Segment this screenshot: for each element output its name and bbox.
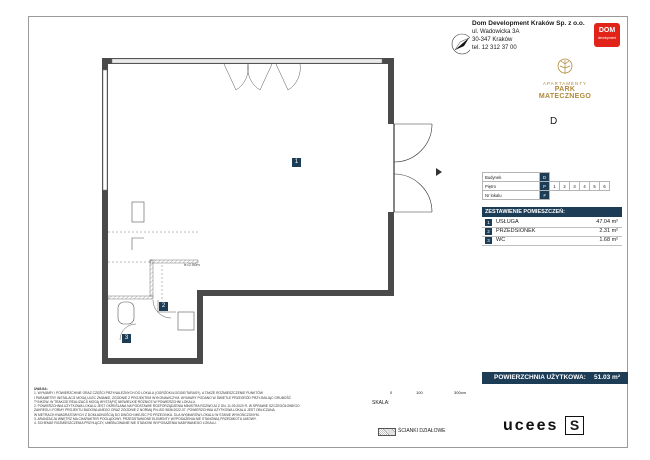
company-name: Dom Development Kraków Sp. z o.o. bbox=[472, 20, 585, 27]
entrance-door bbox=[394, 124, 432, 212]
notes-line: ZAKRESU I FORMY PROJEKTU BUDOWLANEGO ORAZ ZGODNIE Z NORMĄ PN-ISO 9836:2022-07. POWIERZCHNIA UŻYTKOWA LOKALU JEST OBLICZANA bbox=[34, 408, 275, 413]
legend-hatch-swatch bbox=[378, 428, 396, 436]
room-tag-2: 2 bbox=[159, 302, 168, 311]
row-unit-no: Nr lokalu # bbox=[483, 191, 610, 200]
legend-label: ŚCIANKI DZIAŁOWE bbox=[398, 428, 446, 434]
sink-fixture bbox=[132, 202, 144, 222]
notes-line: 1. WYMIARY I POWIERZCHNIE ORAZ CZĘŚCI PRZYNALEŻNYCH DO LOKALU (OGRÓDKI/LOGGIE/TARASY), A TAKŻE ROZMIESZCZENIE PUNKTÓW bbox=[34, 391, 264, 396]
notes-line: W METRACH KWADRATOWYCH Z DOKŁADNOŚCIĄ DO DWÓCH MIEJSC PO PRZECINKU. DLA WYMIARÓW LOKALU W STANIE WYKOŃCZONYM. bbox=[34, 412, 260, 417]
notes-line: I PARAMETRY INSTALACJI MOGĄ ULEC ZMIANIE, ZGODNIE Z PROJEKTEM WYKONAWCZYM. WYMIARY PODANO W ŚWIETLE PRZEGRÓD PRZYJMUJĄC GRUBOŚĆ bbox=[34, 395, 292, 400]
partition-wc-top bbox=[108, 296, 153, 299]
total-label: POWIERZCHNIA UŻYTKOWA: bbox=[494, 374, 586, 381]
brand-tree-icon bbox=[555, 58, 575, 76]
notes-heading: UWAGA: bbox=[34, 387, 48, 391]
notes-block bbox=[34, 387, 362, 426]
wall-right-upper bbox=[388, 58, 394, 124]
company-phone: tel. 12 312 37 00 bbox=[472, 45, 517, 51]
company-city: 30-347 Kraków bbox=[472, 37, 513, 43]
toilet-icon bbox=[118, 302, 134, 324]
partition-wc-side bbox=[150, 260, 153, 296]
scale-tick: 0 bbox=[390, 390, 393, 395]
window-sashes bbox=[224, 64, 300, 90]
compass-icon bbox=[452, 34, 470, 54]
total-area-bar bbox=[482, 372, 628, 384]
notes-line: 2. POWIERZCHNIA UŻYTKOWA LOKALU JEST OKREŚLANA NA PODSTAWIE ROZPORZĄDZENIA MINISTRA ROZWOJU Z DN. 11.09.2020 R. W SPRAWIE SZCZEGÓŁOWEGO bbox=[34, 404, 300, 409]
wall-step bbox=[200, 290, 394, 296]
room-row: 3 WC 1.68 m² bbox=[482, 236, 622, 246]
ucees-logo: ucees bbox=[503, 417, 559, 434]
scale-tick: 300cm bbox=[454, 390, 467, 395]
building-key-label: D bbox=[550, 116, 558, 127]
wall-right-lower bbox=[388, 212, 394, 294]
company-info bbox=[472, 20, 585, 52]
room-tag-1: 1 bbox=[292, 158, 301, 167]
brand-block bbox=[532, 58, 598, 100]
notes-line: 3. ARANŻACJA WNĘTRZ MA CHARAKTER POGLĄDOWY. PRZEDSTAWIONE ELEMENTY WYPOSAŻENIA NIE STANOWIĄ PRZEDMIOTU UMOWY. bbox=[34, 417, 257, 422]
row-floor: Piętro P 1 2 3 4 5 6 bbox=[483, 182, 610, 191]
dom-logo: DOM development bbox=[594, 23, 620, 47]
scale-tick: 100 bbox=[416, 390, 423, 395]
dimension-label: h=2.00m bbox=[184, 262, 200, 267]
notes-line: TYNKÓW. W TRAKCIE REALIZACJI MOGĄ WYSTĄPIĆ NIEWIELKIE RÓŻNICE W POWIERZCHNI LOKALU. bbox=[34, 399, 196, 404]
room-row: 1 USŁUGA 47.04 m² bbox=[482, 218, 622, 228]
scale-label: SKALA: bbox=[372, 400, 390, 406]
window-left bbox=[103, 70, 107, 190]
room-row: 2 PRZEDSIONEK 2.31 m² bbox=[482, 227, 622, 237]
ucees-key-icon: S bbox=[565, 416, 584, 435]
notes-line: 4. SCHEMAT ROZMIESZCZENIA PRZYŁĄCZY, UMEBLOWANIE NIE STANOWI WYPOSAŻENIA NABYWANEGO LOKALU. bbox=[34, 421, 217, 426]
wall-bottom bbox=[102, 358, 203, 364]
row-building: Budynek D bbox=[483, 173, 610, 182]
exterior-walls bbox=[102, 58, 394, 364]
brand-sub: APARTAMENTY bbox=[542, 81, 587, 86]
rooms-header: ZESTAWIENIE POMIESZCZEŃ: bbox=[482, 207, 622, 217]
entrance-arrow-icon bbox=[436, 168, 442, 176]
washbasin-icon bbox=[178, 312, 194, 330]
total-value: 51.03 m² bbox=[593, 374, 620, 381]
company-street: ul. Wadowicka 3A bbox=[472, 29, 520, 35]
brand-main: PARK MATECZNEGO bbox=[538, 86, 592, 100]
unit-info-table bbox=[482, 172, 610, 200]
wall-step-vertical bbox=[197, 290, 203, 364]
room-tag-3: 3 bbox=[122, 334, 131, 343]
